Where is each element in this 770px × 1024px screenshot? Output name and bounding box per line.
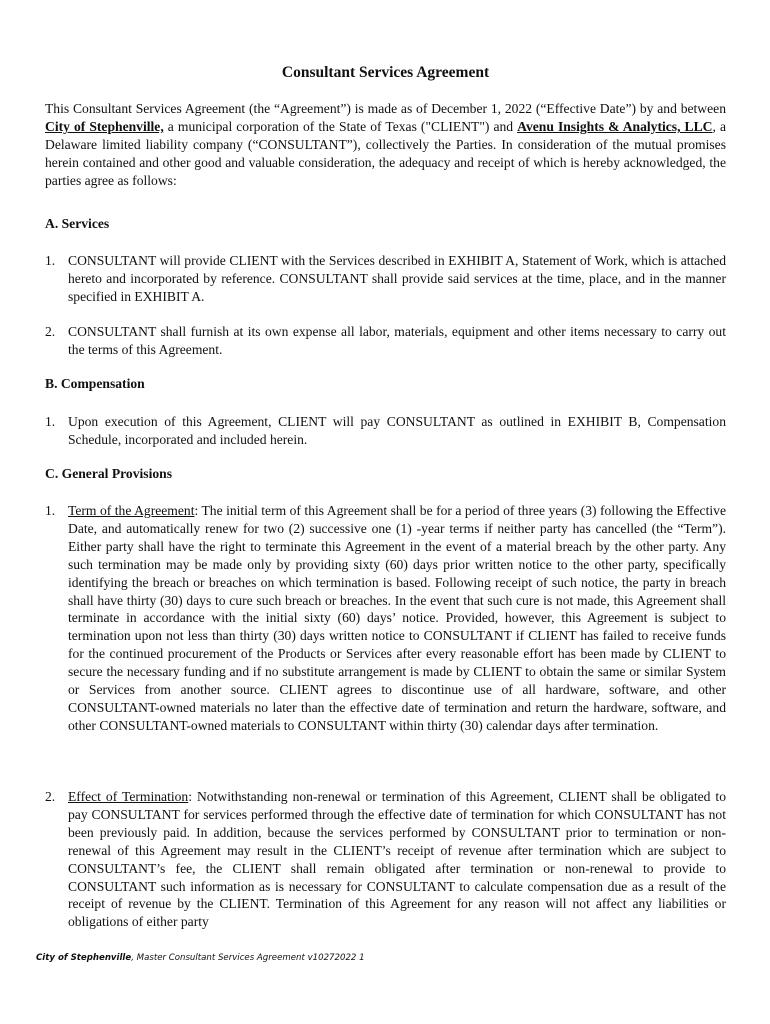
footer-text: , Master Consultant Services Agreement v10272022 1 [131,953,365,963]
item-text: CONSULTANT shall furnish at its own expense all labor, materials, equipment and other items necessary to carry out the terms of this Agreement. [68,324,726,357]
item-number: 1. [45,253,56,268]
section-c-item-1 [45,502,726,735]
termination-label: Effect of Termination [68,789,189,804]
section-b-heading: B. Compensation [45,376,145,391]
item-text: : Notwithstanding non-renewal or termination of this Agreement, CLIENT shall be obligated to pay CONSULTANT for services performed through the effective date of termination for which CONSULTANT has not been previously paid. In addition, because the services performed by CONSULTANT prior to termination or non-renewal of this Agreement may result in the CLIENT’s receipt of revenue after termination which are subject to CONSULTANT’s fee, the CLIENT shall remain obligated after termination or non-renewal to provide to CONSULTANT such information as is necessary for CONSULTANT to calculate compensation due as a result of the receipt of revenue by the CLIENT. Termination of this Agreement for any reason will not affect any liabilities or obligations of either party [68,789,726,930]
section-c-heading: C. General Provisions [45,466,172,481]
intro-text-2: a municipal corporation of the State of Texas ("CLIENT") and [163,119,518,134]
document-title: Consultant Services Agreement [281,64,490,81]
page-footer [36,953,365,963]
section-a-item-1 [45,252,726,306]
item-number: 2. [45,789,56,804]
item-text: CONSULTANT will provide CLIENT with the Services described in EXHIBIT A, Statement of Work, which is attached hereto and incorporated by reference. CONSULTANT shall provide said services at the time, place, and in the manner specified in EXHIBIT A. [68,253,726,304]
footer-city: City of Stephenville [36,953,132,963]
intro-text-3: , a Delaware limited liability company (“CONSULTANT”), collectively the Parties. In consideration of the mutual promises herein contained and other good and valuable consideration, the adequacy and receipt of which is hereby acknowledged, the parties agree as follows: [45,119,726,188]
section-a-heading: A. Services [45,216,110,231]
consultant-name: Avenu Insights & Analytics, LLC [517,119,713,134]
item-number: 1. [45,503,56,518]
term-label: Term of the Agreement [68,503,195,518]
item-number: 2. [45,324,56,339]
section-b-item-1 [45,413,726,449]
intro-paragraph [45,100,726,190]
item-text: Upon execution of this Agreement, CLIENT will pay CONSULTANT as outlined in EXHIBIT B, Compensation Schedule, incorporated and included herein. [68,414,726,447]
client-name: City of Stephenville, [45,119,164,134]
item-text: : The initial term of this Agreement shall be for a period of three years (3) following the Effective Date, and automatically renew for two (2) successive one (1) -year terms if neither party has cancelled (the “Term”). Either party shall have the right to terminate this Agreement in the event of a material breach by the other party. Any such termination may be made only by providing sixty (60) days prior written notice to the other party, specifically identifying the breach or breaches on which termination is based. Following receipt of such notice, the party in breach shall have thirty (30) days to cure such breach or breaches. In the event that such cure is not made, this Agreement shall terminate in accordance with the initial sixty (60) days’ notice. Provided, however, this Agreement is subject to termination upon not less than thirty (30) days written notice to CONSULTANT if CLIENT has failed to receive funds for the continued procurement of the Products or Services after every reasonable effort has been made by CLIENT to secure the necessary funding and if no substitute arrangement is made by CLIENT to obtain the same or similar System or Services from another source. CLIENT agrees to discontinue use of all hardware, software, and other CONSULTANT-owned materials no later than the effective date of termination and return the hardware, software, and other CONSULTANT-owned materials to CONSULTANT within thirty (30) calendar days after termination. [68,503,726,733]
item-number: 1. [45,414,56,429]
intro-text-1: This Consultant Services Agreement (the “Agreement”) is made as of December 1, 2022 (“Effective Date”) by and between [45,101,726,116]
section-a-item-2 [45,323,726,359]
section-c-item-2 [45,788,726,931]
